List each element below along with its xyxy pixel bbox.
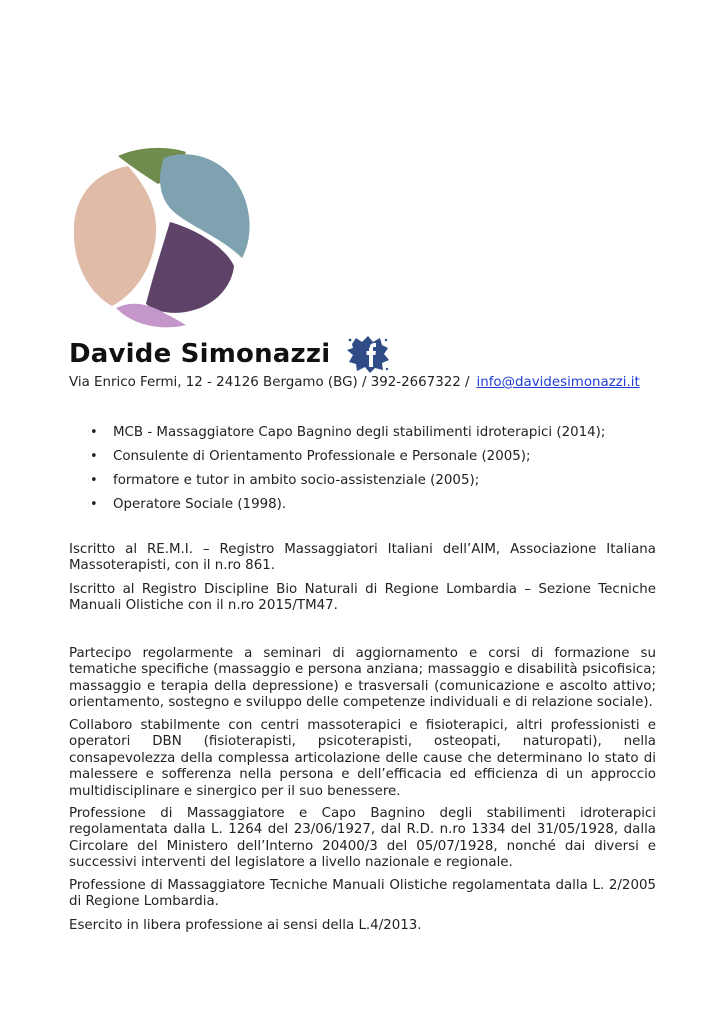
qualification-item: • MCB - Massaggiatore Capo Bagnino degli stabilimenti idroterapici (2014); [90, 424, 605, 448]
logo-icon [70, 144, 252, 328]
paragraph-collaboration: Collaboro stabilmente con centri massoterapici e fisioterapici, altri professionisti e operatori DBN (fisioterapisti, psicoterapisti, osteopati, naturopati), nella consapevolezza della complessa articolazione delle cause che determinano lo stato di malessere e sofferenza nella persona e dell’efficacia ed efficienza di un approccio multidisciplinare e sinergico per il suo benessere. [69, 718, 656, 799]
qualification-item: • Consulente di Orientamento Professionale e Personale (2005); [90, 448, 605, 472]
paragraph-free-profession: Esercito in libera professione ai sensi della L.4/2013. [69, 918, 422, 933]
address-phone: Via Enrico Fermi, 12 - 24126 Bergamo (BG) / 392-2667322 / [69, 375, 470, 390]
qualifications-list [90, 424, 605, 520]
paragraph-training: Partecipo regolarmente a seminari di aggiornamento e corsi di formazione su tematiche specifiche (massaggio e persona anziana; massaggio e disabilità psicofisica; massaggio e terapia della depressione) e trasversali (comunicazione e ascolto attivo; orientamento, sostegno e sviluppo delle competenze individuali e di relazione sociale). [69, 646, 656, 711]
contact-line [69, 375, 669, 390]
person-name: Davide Simonazzi [69, 339, 331, 369]
name-row [69, 334, 390, 374]
paragraph-profession-law: Professione di Massaggiatore e Capo Bagnino degli stabilimenti idroterapici regolamentata dalla L. 1264 del 23/06/1927, dal R.D. n.ro 1334 del 31/05/1928, dalla Circolare del Ministero dell’Interno 20400/3 del 05/07/1928, nonché dai diversi e successivi interventi del legislatore a livello nazionale e regionale. [69, 806, 656, 871]
paragraph-olistic-law: Professione di Massaggiatore Tecniche Manuali Olistiche regolamentata dalla L. 2/2005 di Regione Lombardia. [69, 878, 656, 910]
qualification-item: • Operatore Sociale (1998). [90, 496, 605, 520]
registration-lombardia: Iscritto al Registro Discipline Bio Naturali di Regione Lombardia – Sezione Tecniche Manuali Olistiche con il n.ro 2015/TM47. [69, 582, 656, 614]
email-link[interactable]: info@davidesimonazzi.it [476, 375, 640, 390]
facebook-icon[interactable] [346, 334, 390, 374]
registration-remi: Iscritto al RE.M.I. – Registro Massaggiatori Italiani dell’AIM, Associazione Italiana Massoterapisti, con il n.ro 861. [69, 542, 656, 574]
qualification-item: • formatore e tutor in ambito socio-assistenziale (2005); [90, 472, 605, 496]
